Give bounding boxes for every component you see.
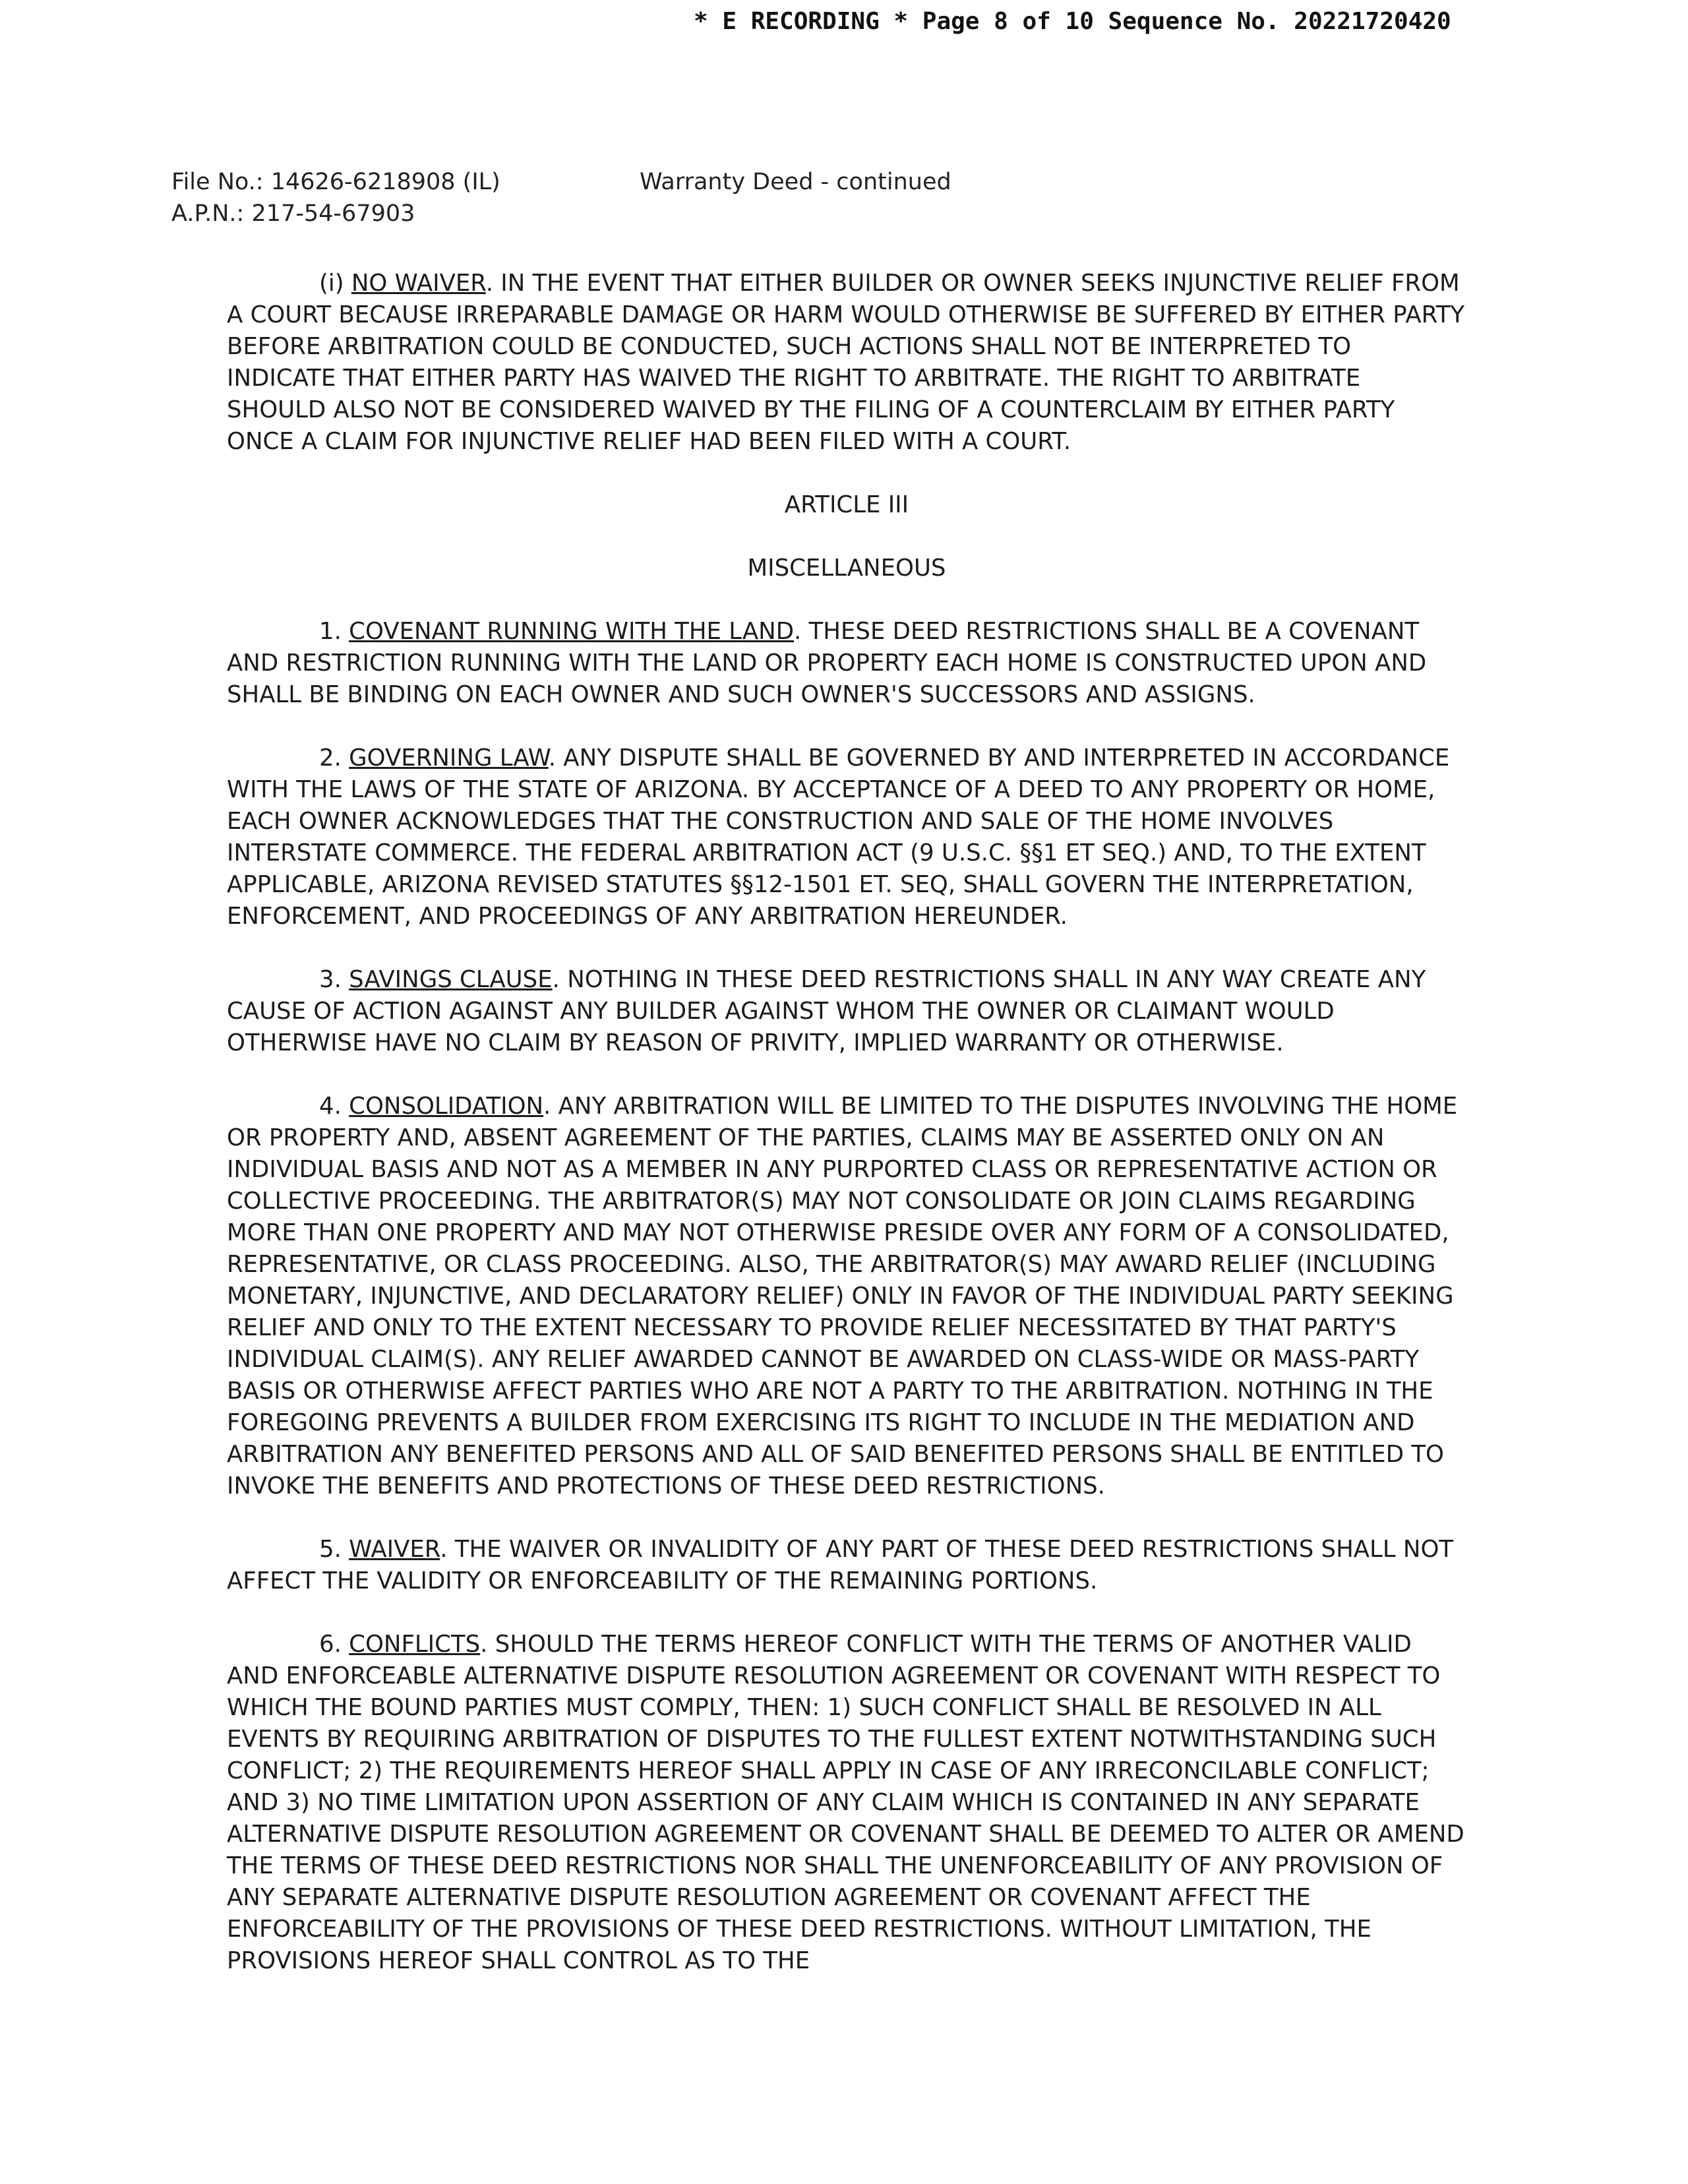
article-heading: ARTICLE III [784, 491, 909, 518]
paragraph-heading: SAVINGS CLAUSE [349, 966, 553, 993]
paragraph-heading: COVENANT RUNNING WITH THE LAND [349, 618, 795, 645]
paragraph-heading: CONFLICTS [349, 1631, 481, 1658]
article-subheading: MISCELLANEOUS [747, 555, 946, 582]
apn-number: A.P.N.: 217-54-67903 [171, 200, 415, 227]
paragraph-number: 6. [319, 1631, 342, 1658]
paragraph-text: . THESE DEED RESTRICTIONS SHALL BE A COVENANT AND RESTRICTION RUNNING WITH THE LAND OR PROPERTY EACH HOME IS CONSTRUCTED UPON AND SHALL BE BINDING ON EACH OWNER AND SUCH OWNER'S SUCCESSORS AND ASSIGNS. [227, 618, 1427, 708]
paragraph-number: 2. [319, 744, 342, 772]
paragraph-number: (i) [319, 270, 344, 297]
paragraph-text: . SHOULD THE TERMS HEREOF CONFLICT WITH THE TERMS OF ANOTHER VALID AND ENFORCEABLE ALTERNATIVE DISPUTE RESOLUTION AGREEMENT OR COVENANT WITH RESPECT TO WHICH THE BOUND PARTIES MUST COMPLY, THEN: 1) SUCH CONFLICT SHALL BE RESOLVED IN ALL EVENTS BY REQUIRING ARBITRATION OF DISPUTES TO THE FULLEST EXTENT NOTWITHSTANDING SUCH CONFLICT; 2) THE REQUIREMENTS HEREOF SHALL APPLY IN CASE OF ANY IRRECONCILABLE CONFLICT; AND 3) NO TIME LIMITATION UPON ASSERTION OF ANY CLAIM WHICH IS CONTAINED IN ANY SEPARATE ALTERNATIVE DISPUTE RESOLUTION AGREEMENT OR COVENANT SHALL BE DEEMED TO ALTER OR AMEND THE TERMS OF THESE DEED RESTRICTIONS NOR SHALL THE UNENFORCEABILITY OF ANY PROVISION OF ANY SEPARATE ALTERNATIVE DISPUTE RESOLUTION AGREEMENT OR COVENANT AFFECT THE ENFORCEABILITY OF THE PROVISIONS OF THESE DEED RESTRICTIONS. WITHOUT LIMITATION, THE PROVISIONS HEREOF SHALL CONTROL AS TO THE [227, 1631, 1464, 1974]
paragraph-consolidation [227, 1091, 1466, 1502]
paragraph-text: . ANY ARBITRATION WILL BE LIMITED TO THE DISPUTES INVOLVING THE HOME OR PROPERTY AND, ABSENT AGREEMENT OF THE PARTIES, CLAIMS MAY BE ASSERTED ONLY ON AN INDIVIDUAL BASIS AND NOT AS A MEMBER IN ANY PURPORTED CLASS OR REPRESENTATIVE ACTION OR COLLECTIVE PROCEEDING. THE ARBITRATOR(S) MAY NOT CONSOLIDATE OR JOIN CLAIMS REGARDING MORE THAN ONE PROPERTY AND MAY NOT OTHERWISE PRESIDE OVER ANY FORM OF A CONSOLIDATED, REPRESENTATIVE, OR CLASS PROCEEDING. ALSO, THE ARBITRATOR(S) MAY AWARD RELIEF (INCLUDING MONETARY, INJUNCTIVE, AND DECLARATORY RELIEF) ONLY IN FAVOR OF THE INDIVIDUAL PARTY SEEKING RELIEF AND ONLY TO THE EXTENT NECESSARY TO PROVIDE RELIEF NECESSITATED BY THAT PARTY'S INDIVIDUAL CLAIM(S). ANY RELIEF AWARDED CANNOT BE AWARDED ON CLASS-WIDE OR MASS-PARTY BASIS OR OTHERWISE AFFECT PARTIES WHO ARE NOT A PARTY TO THE ARBITRATION. NOTHING IN THE FOREGOING PREVENTS A BUILDER FROM EXERCISING ITS RIGHT TO INCLUDE IN THE MEDIATION AND ARBITRATION ANY BENEFITED PERSONS AND ALL OF SAID BENEFITED PERSONS SHALL BE ENTITLED TO INVOKE THE BENEFITS AND PROTECTIONS OF THESE DEED RESTRICTIONS. [227, 1093, 1458, 1500]
paragraph-text: . NOTHING IN THESE DEED RESTRICTIONS SHALL IN ANY WAY CREATE ANY CAUSE OF ACTION AGAINST ANY BUILDER AGAINST WHOM THE OWNER OR CLAIMANT WOULD OTHERWISE HAVE NO CLAIM BY REASON OF PRIVITY, IMPLIED WARRANTY OR OTHERWISE. [227, 966, 1426, 1056]
document-title: Warranty Deed - continued [640, 169, 951, 195]
paragraph-waiver [227, 1534, 1466, 1597]
paragraph-number: 5. [319, 1536, 342, 1563]
paragraph-number: 3. [319, 966, 342, 993]
paragraph-number: 4. [319, 1093, 342, 1120]
paragraph-no-waiver [227, 268, 1466, 458]
paragraph-governing-law [227, 743, 1466, 932]
paragraph-heading: CONSOLIDATION [349, 1093, 544, 1120]
paragraph-heading: WAIVER [349, 1536, 440, 1563]
paragraph-savings-clause [227, 964, 1466, 1059]
paragraph-number: 1. [319, 618, 342, 645]
paragraph-heading: NO WAIVER [351, 270, 486, 297]
paragraph-text: . IN THE EVENT THAT EITHER BUILDER OR OWNER SEEKS INJUNCTIVE RELIEF FROM A COURT BECAUSE IRREPARABLE DAMAGE OR HARM WOULD OTHERWISE BE SUFFERED BY EITHER PARTY BEFORE ARBITRATION COULD BE CONDUCTED, SUCH ACTIONS SHALL NOT BE INTERPRETED TO INDICATE THAT EITHER PARTY HAS WAIVED THE RIGHT TO ARBITRATE. THE RIGHT TO ARBITRATE SHOULD ALSO NOT BE CONSIDERED WAIVED BY THE FILING OF A COUNTERCLAIM BY EITHER PARTY ONCE A CLAIM FOR INJUNCTIVE RELIEF HAD BEEN FILED WITH A COURT. [227, 270, 1465, 455]
paragraph-heading: GOVERNING LAW [349, 744, 549, 772]
paragraph-conflicts [227, 1629, 1466, 1977]
file-number: File No.: 14626-6218908 (IL) [171, 169, 500, 195]
paragraph-covenant [227, 616, 1466, 711]
paragraph-text: . THE WAIVER OR INVALIDITY OF ANY PART OF THESE DEED RESTRICTIONS SHALL NOT AFFECT THE VALIDITY OR ENFORCEABILITY OF THE REMAINING PORTIONS. [227, 1536, 1454, 1594]
recording-stamp: * E RECORDING * Page 8 of 10 Sequence No. 20221720420 [694, 8, 1451, 35]
document-header [171, 166, 951, 229]
paragraph-text: . ANY DISPUTE SHALL BE GOVERNED BY AND INTERPRETED IN ACCORDANCE WITH THE LAWS OF THE STATE OF ARIZONA. BY ACCEPTANCE OF A DEED TO ANY PROPERTY OR HOME, EACH OWNER ACKNOWLEDGES THAT THE CONSTRUCTION AND SALE OF THE HOME INVOLVES INTERSTATE COMMERCE. THE FEDERAL ARBITRATION ACT (9 U.S.C. §§1 ET SEQ.) AND, TO THE EXTENT APPLICABLE, ARIZONA REVISED STATUTES §§12-1501 ET. SEQ, SHALL GOVERN THE INTERPRETATION, ENFORCEMENT, AND PROCEEDINGS OF ANY ARBITRATION HEREUNDER. [227, 744, 1450, 930]
document-body [227, 268, 1466, 2009]
